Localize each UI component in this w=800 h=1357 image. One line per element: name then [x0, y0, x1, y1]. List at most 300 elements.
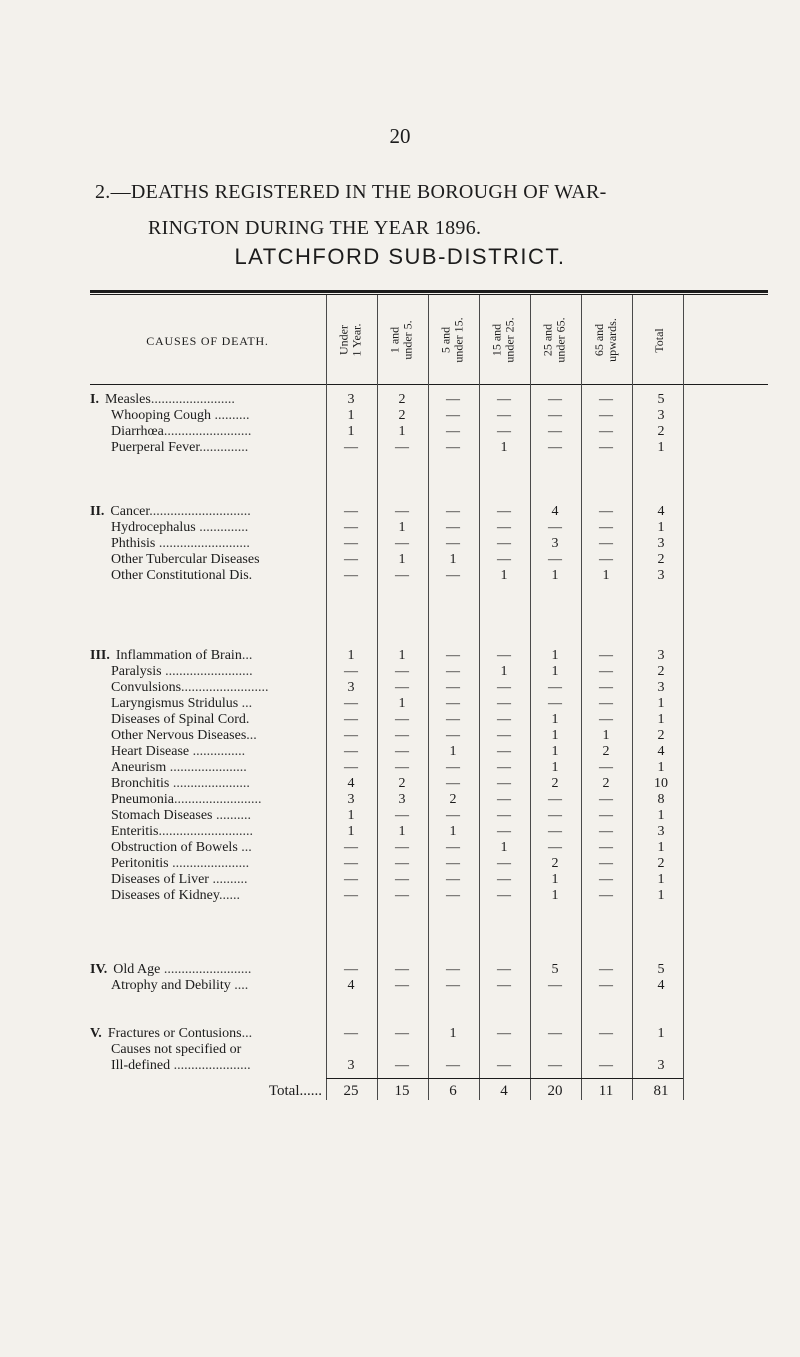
count-cell: —: [395, 440, 409, 455]
leader-dots: ..........: [208, 872, 248, 887]
table-row: [90, 792, 768, 807]
leader-dots: .........................: [181, 680, 269, 695]
table-row: [90, 568, 768, 583]
leader-dots: ...........................: [158, 824, 253, 839]
count-cell: —: [497, 856, 511, 871]
column-header-label: 5 and under 15.: [439, 317, 467, 363]
count-cell: —: [395, 856, 409, 871]
count-cell: —: [395, 712, 409, 727]
row-total-cell: 3: [657, 408, 665, 423]
table-row: [90, 712, 768, 727]
count-cell: 1: [500, 840, 508, 855]
cause-name: Aneurism: [111, 760, 167, 775]
count-cell: —: [395, 680, 409, 695]
count-cell: —: [548, 552, 562, 567]
column-header: [638, 302, 680, 378]
count-cell: —: [344, 440, 358, 455]
count-cell: —: [344, 744, 358, 759]
column-header: [381, 302, 423, 378]
cause-name: Causes not specified or: [111, 1042, 242, 1057]
count-cell: 1: [602, 568, 610, 583]
group-numeral: I.: [90, 392, 99, 407]
count-cell: —: [548, 824, 562, 839]
count-cell: —: [395, 1058, 409, 1073]
count-cell: —: [497, 728, 511, 743]
leader-dots: .........................: [160, 962, 252, 977]
table-row: [90, 840, 768, 855]
count-cell: 3: [347, 1058, 355, 1073]
row-total-cell: 2: [657, 664, 665, 679]
count-cell: —: [497, 392, 511, 407]
cause-label: [90, 680, 325, 695]
count-cell: —: [599, 664, 613, 679]
count-cell: —: [446, 568, 460, 583]
row-total-cell: 3: [657, 1058, 665, 1073]
count-cell: 2: [602, 744, 610, 759]
table-row: [90, 408, 768, 423]
count-cell: —: [446, 664, 460, 679]
count-cell: —: [446, 1058, 460, 1073]
count-cell: —: [395, 978, 409, 993]
cause-label: [90, 440, 325, 455]
count-cell: 1: [551, 648, 559, 663]
count-cell: —: [344, 728, 358, 743]
count-cell: —: [344, 504, 358, 519]
deaths-table: [90, 290, 770, 1110]
count-cell: —: [497, 1058, 511, 1073]
cause-name: Fractures or Contusions: [107, 1026, 242, 1041]
count-cell: —: [446, 648, 460, 663]
column-total-cell: 25: [343, 1083, 359, 1099]
cause-label: [90, 392, 325, 407]
count-cell: —: [599, 440, 613, 455]
count-cell: —: [599, 962, 613, 977]
count-cell: —: [344, 856, 358, 871]
count-cell: 3: [347, 680, 355, 695]
column-header-label: 1 and under 5.: [387, 320, 415, 360]
row-total-cell: 4: [657, 978, 665, 993]
cause-name: Measles: [104, 392, 151, 407]
count-cell: 1: [551, 568, 559, 583]
count-cell: —: [599, 696, 613, 711]
column-total-cell: 15: [394, 1083, 410, 1099]
count-cell: —: [599, 760, 613, 775]
count-cell: 1: [347, 424, 355, 439]
column-header-label: 25 and under 65.: [541, 317, 569, 363]
leader-dots: .............................: [149, 504, 251, 519]
cause-label: [90, 744, 325, 759]
count-cell: —: [446, 424, 460, 439]
table-row: [90, 962, 768, 977]
leader-dots: ...: [241, 1026, 253, 1041]
cause-name: Stomach Diseases: [111, 808, 213, 823]
cause-name: Diseases of Liver: [111, 872, 209, 887]
cause-name: Phthisis: [111, 536, 156, 551]
table-row: [90, 392, 768, 407]
count-cell: 2: [398, 776, 406, 791]
count-cell: —: [395, 744, 409, 759]
cause-label: [90, 792, 325, 807]
column-header: [432, 302, 474, 378]
count-cell: 1: [449, 744, 457, 759]
table-row: [90, 696, 768, 711]
count-cell: —: [599, 856, 613, 871]
row-total-cell: 3: [657, 536, 665, 551]
causes-column-header: CAUSES OF DEATH.: [146, 334, 269, 348]
cause-label: [90, 504, 325, 519]
count-cell: —: [446, 520, 460, 535]
count-cell: —: [599, 552, 613, 567]
row-total-cell: 4: [657, 504, 665, 519]
table-row: [90, 520, 768, 535]
count-cell: —: [497, 424, 511, 439]
cause-label: [90, 536, 325, 551]
cause-label: [90, 520, 325, 535]
cause-label: [90, 962, 325, 977]
title-line-1: 2.—DEATHS REGISTERED IN THE BOROUGH OF WAR-: [95, 181, 607, 203]
cause-label: [90, 760, 325, 775]
count-cell: —: [446, 712, 460, 727]
count-cell: —: [599, 888, 613, 903]
leader-dots: ...: [238, 696, 253, 711]
row-total-cell: 1: [657, 712, 665, 727]
count-cell: —: [344, 962, 358, 977]
count-cell: —: [548, 424, 562, 439]
count-cell: —: [497, 504, 511, 519]
count-cell: —: [344, 760, 358, 775]
cause-name: Cancer: [110, 504, 150, 519]
count-cell: 3: [347, 792, 355, 807]
count-cell: —: [446, 680, 460, 695]
count-cell: —: [497, 872, 511, 887]
cause-label: [90, 424, 325, 439]
table-row: [90, 776, 768, 791]
leader-dots: .........................: [161, 664, 253, 679]
leader-dots: ....: [230, 978, 249, 993]
count-cell: 3: [347, 392, 355, 407]
table-row: [90, 728, 768, 743]
count-cell: —: [497, 712, 511, 727]
table-row: [90, 856, 768, 871]
cause-label: [90, 648, 325, 663]
leader-dots: ........................: [150, 392, 235, 407]
count-cell: 1: [347, 808, 355, 823]
document-title: [95, 174, 735, 246]
count-cell: —: [599, 408, 613, 423]
cause-name: Ill-defined: [111, 1058, 171, 1073]
leader-dots: ......................: [169, 776, 250, 791]
count-cell: —: [497, 680, 511, 695]
count-cell: —: [497, 760, 511, 775]
count-cell: —: [599, 978, 613, 993]
count-cell: —: [395, 962, 409, 977]
count-cell: 5: [551, 962, 559, 977]
row-total-cell: 1: [657, 888, 665, 903]
count-cell: —: [395, 568, 409, 583]
group-numeral: V.: [90, 1026, 102, 1041]
count-cell: 1: [551, 872, 559, 887]
count-cell: —: [446, 392, 460, 407]
count-cell: —: [497, 1026, 511, 1041]
count-cell: —: [599, 712, 613, 727]
count-cell: —: [446, 856, 460, 871]
cause-label: [90, 552, 325, 567]
cause-label: [90, 568, 325, 583]
count-cell: —: [344, 536, 358, 551]
cause-name: Puerperal Fever: [111, 440, 200, 455]
column-header: [483, 302, 525, 378]
leader-dots: ..............: [195, 520, 249, 535]
cause-name: Atrophy and Debility: [111, 978, 231, 993]
cause-name: Diseases of Spinal Cord.: [111, 712, 250, 727]
cause-label: [90, 978, 325, 993]
count-cell: 1: [449, 824, 457, 839]
table-top-rule: [90, 290, 768, 293]
cause-name: Bronchitis: [111, 776, 170, 791]
count-cell: —: [497, 888, 511, 903]
cause-name: Whooping Cough: [111, 408, 211, 423]
column-header-label: 65 and upwards.: [592, 318, 620, 362]
cause-label: [90, 696, 325, 711]
count-cell: —: [344, 696, 358, 711]
cause-label: [90, 408, 325, 423]
count-cell: 2: [449, 792, 457, 807]
cause-name: Laryngismus Stridulus: [111, 696, 239, 711]
count-cell: —: [395, 888, 409, 903]
count-cell: —: [497, 520, 511, 535]
count-cell: —: [344, 888, 358, 903]
count-cell: —: [395, 664, 409, 679]
table-row: [90, 808, 768, 823]
table-row: [90, 552, 768, 567]
row-total-cell: 2: [657, 728, 665, 743]
row-total-cell: 1: [657, 840, 665, 855]
cause-label: [90, 856, 325, 871]
column-header-label: Total: [651, 327, 666, 353]
count-cell: —: [548, 808, 562, 823]
count-cell: —: [344, 872, 358, 887]
count-cell: —: [548, 978, 562, 993]
count-cell: —: [497, 978, 511, 993]
count-cell: —: [344, 568, 358, 583]
cause-label: [90, 1042, 325, 1057]
cause-label: [90, 1026, 325, 1041]
table-row: [90, 680, 768, 695]
row-total-cell: 5: [657, 392, 665, 407]
table-header-rule: [90, 384, 768, 385]
count-cell: —: [548, 392, 562, 407]
row-total-cell: 3: [657, 568, 665, 583]
totals-row: [90, 1082, 768, 1100]
row-total-cell: 1: [657, 440, 665, 455]
row-total-cell: 3: [657, 648, 665, 663]
count-cell: —: [344, 1026, 358, 1041]
row-total-cell: 8: [657, 792, 665, 807]
count-cell: —: [446, 872, 460, 887]
grand-total-cell: 81: [653, 1083, 669, 1099]
table-row: [90, 440, 768, 455]
count-cell: —: [599, 824, 613, 839]
row-total-cell: 2: [657, 424, 665, 439]
count-cell: —: [395, 1026, 409, 1041]
table-row: [90, 536, 768, 551]
count-cell: —: [395, 808, 409, 823]
count-cell: —: [548, 408, 562, 423]
count-cell: —: [395, 760, 409, 775]
count-cell: —: [446, 978, 460, 993]
count-cell: 3: [551, 536, 559, 551]
count-cell: —: [497, 792, 511, 807]
count-cell: —: [446, 840, 460, 855]
count-cell: 2: [551, 776, 559, 791]
table-row: [90, 1026, 768, 1041]
cause-name: Obstruction of Bowels: [111, 840, 238, 855]
count-cell: —: [446, 440, 460, 455]
count-cell: —: [599, 1058, 613, 1073]
row-total-cell: 3: [657, 824, 665, 839]
cause-label: [90, 808, 325, 823]
cause-name: Old Age: [113, 962, 161, 977]
count-cell: —: [497, 824, 511, 839]
column-header: [534, 302, 576, 378]
column-header: [330, 302, 372, 378]
count-cell: 1: [398, 824, 406, 839]
cause-name: Heart Disease: [111, 744, 190, 759]
count-cell: 3: [398, 792, 406, 807]
leader-dots: ......................: [166, 760, 247, 775]
count-cell: —: [497, 696, 511, 711]
leader-dots: ......................: [170, 1058, 251, 1073]
count-cell: —: [344, 552, 358, 567]
count-cell: 1: [347, 408, 355, 423]
row-total-cell: 1: [657, 1026, 665, 1041]
title-line-2: RINGTON DURING THE YEAR 1896.: [148, 217, 482, 239]
leader-dots: ...: [246, 728, 257, 743]
column-total-cell: 11: [598, 1083, 614, 1099]
cause-name: Other Tubercular Diseases: [111, 552, 260, 567]
cause-name: Convulsions: [111, 680, 182, 695]
row-total-cell: 1: [657, 808, 665, 823]
count-cell: —: [446, 408, 460, 423]
table-row: [90, 978, 768, 993]
cause-name: Diarrhœa: [111, 424, 164, 439]
table-row: [90, 648, 768, 663]
cause-label: [90, 840, 325, 855]
count-cell: —: [497, 536, 511, 551]
leader-dots: ..........: [210, 408, 250, 423]
count-cell: —: [599, 792, 613, 807]
count-cell: —: [395, 872, 409, 887]
column-total-cell: 20: [547, 1083, 563, 1099]
count-cell: —: [599, 424, 613, 439]
count-cell: 1: [500, 568, 508, 583]
column-header-label: 15 and under 25.: [490, 317, 518, 363]
cause-label: [90, 728, 325, 743]
table-row: [90, 1042, 768, 1057]
page-number: 20: [389, 124, 411, 148]
count-cell: —: [395, 728, 409, 743]
leader-dots: ..............: [199, 440, 249, 455]
column-total-cell: 6: [449, 1083, 457, 1099]
count-cell: 1: [500, 440, 508, 455]
table-row: [90, 760, 768, 775]
cause-label: [90, 712, 325, 727]
count-cell: 1: [398, 520, 406, 535]
leader-dots: ......: [218, 888, 240, 903]
count-cell: 1: [449, 552, 457, 567]
count-cell: —: [395, 504, 409, 519]
count-cell: —: [548, 1026, 562, 1041]
leader-dots: .........................: [174, 792, 262, 807]
cause-name: Other Nervous Diseases: [111, 728, 247, 743]
cause-label: [90, 664, 325, 679]
count-cell: 1: [551, 728, 559, 743]
count-cell: —: [344, 712, 358, 727]
cause-label: [90, 824, 325, 839]
column-header: [585, 302, 627, 378]
count-cell: 1: [500, 664, 508, 679]
row-total-cell: 1: [657, 520, 665, 535]
count-cell: —: [446, 504, 460, 519]
table-row: [90, 744, 768, 759]
row-total-cell: 2: [657, 552, 665, 567]
count-cell: —: [446, 696, 460, 711]
row-total-cell: 1: [657, 872, 665, 887]
totals-label: Total......: [268, 1083, 322, 1099]
count-cell: —: [446, 728, 460, 743]
row-total-cell: 1: [657, 696, 665, 711]
count-cell: —: [599, 840, 613, 855]
count-cell: 1: [551, 664, 559, 679]
table-top-rule-thin: [90, 294, 768, 295]
count-cell: —: [497, 962, 511, 977]
sub-district-heading: LATCHFORD SUB-DISTRICT.: [234, 244, 566, 269]
count-cell: 1: [398, 552, 406, 567]
cause-name: Enteritis: [111, 824, 159, 839]
count-cell: —: [446, 888, 460, 903]
count-cell: —: [395, 840, 409, 855]
count-cell: —: [548, 1058, 562, 1073]
count-cell: 1: [347, 824, 355, 839]
count-cell: —: [599, 1026, 613, 1041]
count-cell: —: [344, 520, 358, 535]
count-cell: —: [599, 648, 613, 663]
count-cell: 1: [347, 648, 355, 663]
count-cell: 1: [551, 760, 559, 775]
count-cell: —: [497, 552, 511, 567]
count-cell: —: [446, 962, 460, 977]
row-total-cell: 5: [657, 962, 665, 977]
count-cell: 2: [551, 856, 559, 871]
count-cell: —: [599, 504, 613, 519]
count-cell: —: [599, 392, 613, 407]
cause-name: Paralysis: [111, 664, 162, 679]
count-cell: —: [548, 792, 562, 807]
count-cell: —: [497, 648, 511, 663]
count-cell: —: [497, 408, 511, 423]
count-cell: —: [446, 760, 460, 775]
leader-dots: ..........: [212, 808, 251, 823]
leader-dots: ...: [237, 840, 252, 855]
cause-label: [90, 776, 325, 791]
table-row: [90, 424, 768, 439]
count-cell: —: [446, 776, 460, 791]
count-cell: —: [497, 744, 511, 759]
table-row: [90, 824, 768, 839]
count-cell: —: [599, 680, 613, 695]
count-cell: 1: [398, 648, 406, 663]
group-numeral: II.: [90, 504, 105, 519]
